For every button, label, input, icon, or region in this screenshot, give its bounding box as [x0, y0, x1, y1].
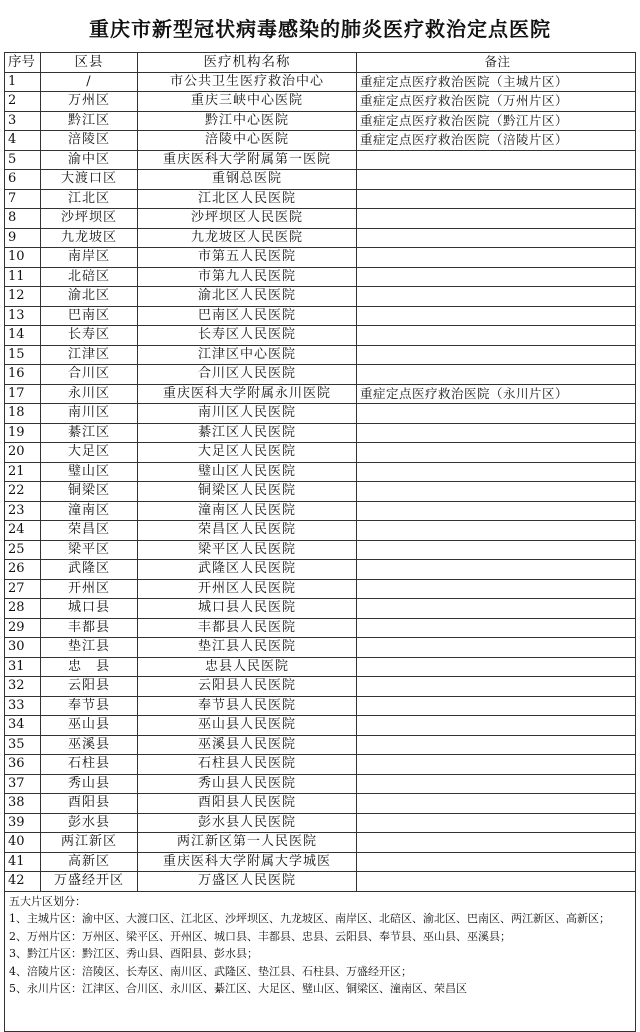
cell-district: 大足区	[41, 443, 138, 463]
cell-hospital-name: 黔江中心医院	[138, 111, 357, 131]
cell-district: 万州区	[41, 92, 138, 112]
cell-district: 丰都县	[41, 618, 138, 638]
table-row	[5, 131, 636, 151]
cell-hospital-name: 重庆医科大学附属大学城医	[138, 852, 357, 872]
cell-district: 酉阳县	[41, 794, 138, 814]
header-district: 区县	[41, 53, 138, 73]
cell-district: 忠 县	[41, 657, 138, 677]
table-row	[5, 267, 636, 287]
cell-serial-number: 21	[5, 462, 41, 482]
cell-district: 綦江区	[41, 423, 138, 443]
cell-hospital-name: 石柱县人民医院	[138, 755, 357, 775]
cell-district: 北碚区	[41, 267, 138, 287]
table-row	[5, 326, 636, 346]
cell-district: 潼南区	[41, 501, 138, 521]
cell-serial-number: 29	[5, 618, 41, 638]
cell-remarks	[357, 326, 636, 346]
cell-remarks	[357, 482, 636, 502]
footnote-line: 1、主城片区：渝中区、大渡口区、江北区、沙坪坝区、九龙坡区、南岸区、北碚区、渝北区、巴南区、两江新区、高新区；	[9, 912, 610, 926]
cell-district: 南川区	[41, 404, 138, 424]
cell-hospital-name: 江北区人民医院	[138, 189, 357, 209]
header-remarks: 备注	[357, 53, 636, 73]
cell-hospital-name: 渝北区人民医院	[138, 287, 357, 307]
cell-district: 九龙坡区	[41, 228, 138, 248]
cell-hospital-name: 铜梁区人民医院	[138, 482, 357, 502]
header-serial-number: 序号	[5, 53, 41, 73]
cell-remarks	[357, 345, 636, 365]
cell-remarks	[357, 521, 636, 541]
cell-hospital-name: 南川区人民医院	[138, 404, 357, 424]
table-row	[5, 345, 636, 365]
cell-district: 云阳县	[41, 677, 138, 697]
cell-hospital-name: 潼南区人民医院	[138, 501, 357, 521]
cell-district: 合川区	[41, 365, 138, 385]
cell-hospital-name: 丰都县人民医院	[138, 618, 357, 638]
table-row	[5, 735, 636, 755]
cell-serial-number: 9	[5, 228, 41, 248]
cell-hospital-name: 垫江县人民医院	[138, 638, 357, 658]
cell-hospital-name: 大足区人民医院	[138, 443, 357, 463]
cell-serial-number: 4	[5, 131, 41, 151]
cell-hospital-name: 武隆区人民医院	[138, 560, 357, 580]
cell-hospital-name: 璧山区人民医院	[138, 462, 357, 482]
cell-remarks	[357, 248, 636, 268]
cell-serial-number: 32	[5, 677, 41, 697]
cell-serial-number: 10	[5, 248, 41, 268]
cell-remarks	[357, 696, 636, 716]
cell-serial-number: 35	[5, 735, 41, 755]
cell-hospital-name: 重庆医科大学附属永川医院	[138, 384, 357, 404]
cell-district: 武隆区	[41, 560, 138, 580]
cell-serial-number: 33	[5, 696, 41, 716]
cell-district: 渝中区	[41, 150, 138, 170]
table-row	[5, 189, 636, 209]
cell-district: 秀山县	[41, 774, 138, 794]
footnote-line: 5、永川片区：江津区、合川区、永川区、綦江区、大足区、璧山区、铜梁区、潼南区、荣昌区	[9, 982, 467, 996]
cell-remarks: 重症定点医疗救治医院（永川片区）	[357, 384, 636, 404]
cell-serial-number: 25	[5, 540, 41, 560]
table-row	[5, 521, 636, 541]
table-row	[5, 228, 636, 248]
cell-serial-number: 20	[5, 443, 41, 463]
cell-remarks	[357, 209, 636, 229]
cell-remarks	[357, 657, 636, 677]
table-row	[5, 150, 636, 170]
cell-remarks	[357, 306, 636, 326]
cell-district: 荣昌区	[41, 521, 138, 541]
cell-serial-number: 5	[5, 150, 41, 170]
table-row	[5, 638, 636, 658]
table-row	[5, 618, 636, 638]
table-row	[5, 540, 636, 560]
cell-serial-number: 38	[5, 794, 41, 814]
table-row	[5, 872, 636, 892]
table-body	[5, 72, 636, 891]
table-row	[5, 794, 636, 814]
cell-serial-number: 15	[5, 345, 41, 365]
cell-district: 巴南区	[41, 306, 138, 326]
cell-remarks	[357, 170, 636, 190]
cell-district: 两江新区	[41, 833, 138, 853]
cell-district: 江津区	[41, 345, 138, 365]
cell-serial-number: 16	[5, 365, 41, 385]
cell-remarks: 重症定点医疗救治医院（涪陵片区）	[357, 131, 636, 151]
cell-remarks	[357, 540, 636, 560]
cell-remarks	[357, 813, 636, 833]
table-row	[5, 677, 636, 697]
cell-serial-number: 19	[5, 423, 41, 443]
table-row	[5, 833, 636, 853]
cell-serial-number: 23	[5, 501, 41, 521]
footnotes	[4, 892, 636, 1032]
cell-remarks: 重症定点医疗救治医院（黔江片区）	[357, 111, 636, 131]
cell-remarks	[357, 599, 636, 619]
cell-district: 铜梁区	[41, 482, 138, 502]
cell-remarks	[357, 774, 636, 794]
table-row	[5, 579, 636, 599]
cell-district: 渝北区	[41, 287, 138, 307]
table-row	[5, 209, 636, 229]
cell-remarks	[357, 872, 636, 892]
table-header-row	[5, 53, 636, 73]
cell-hospital-name: 重庆医科大学附属第一医院	[138, 150, 357, 170]
cell-hospital-name: 奉节县人民医院	[138, 696, 357, 716]
cell-serial-number: 30	[5, 638, 41, 658]
cell-hospital-name: 巫溪县人民医院	[138, 735, 357, 755]
cell-hospital-name: 秀山县人民医院	[138, 774, 357, 794]
cell-remarks	[357, 618, 636, 638]
table-row	[5, 774, 636, 794]
table-row	[5, 599, 636, 619]
cell-hospital-name: 彭水县人民医院	[138, 813, 357, 833]
cell-remarks	[357, 365, 636, 385]
cell-remarks	[357, 560, 636, 580]
table-row	[5, 813, 636, 833]
cell-district: 永川区	[41, 384, 138, 404]
cell-remarks	[357, 716, 636, 736]
cell-remarks	[357, 228, 636, 248]
cell-district: 沙坪坝区	[41, 209, 138, 229]
cell-hospital-name: 合川区人民医院	[138, 365, 357, 385]
footnote-line: 2、万州片区：万州区、梁平区、开州区、城口县、丰都县、忠县、云阳县、奉节县、巫山县、巫溪县；	[9, 929, 511, 943]
cell-remarks	[357, 852, 636, 872]
cell-hospital-name: 万盛区人民医院	[138, 872, 357, 892]
table-row	[5, 696, 636, 716]
document-title: 重庆市新型冠状病毒感染的肺炎医疗救治定点医院	[89, 17, 551, 41]
cell-remarks	[357, 794, 636, 814]
cell-remarks: 重症定点医疗救治医院（主城片区）	[357, 72, 636, 92]
table-row	[5, 423, 636, 443]
cell-hospital-name: 巫山县人民医院	[138, 716, 357, 736]
cell-district: 垫江县	[41, 638, 138, 658]
cell-remarks	[357, 462, 636, 482]
table-row	[5, 560, 636, 580]
cell-serial-number: 1	[5, 72, 41, 92]
header-hospital-name: 医疗机构名称	[138, 53, 357, 73]
cell-serial-number: 11	[5, 267, 41, 287]
cell-hospital-name: 忠县人民医院	[138, 657, 357, 677]
cell-serial-number: 14	[5, 326, 41, 346]
cell-serial-number: 8	[5, 209, 41, 229]
cell-remarks	[357, 150, 636, 170]
table-row	[5, 462, 636, 482]
footnote-line: 五大片区划分：	[9, 894, 86, 908]
table-row	[5, 170, 636, 190]
cell-serial-number: 31	[5, 657, 41, 677]
table-row	[5, 248, 636, 268]
cell-serial-number: 22	[5, 482, 41, 502]
cell-hospital-name: 两江新区第一人民医院	[138, 833, 357, 853]
cell-hospital-name: 荣昌区人民医院	[138, 521, 357, 541]
cell-hospital-name: 市公共卫生医疗救治中心	[138, 72, 357, 92]
cell-district: 奉节县	[41, 696, 138, 716]
table-row	[5, 287, 636, 307]
cell-remarks	[357, 423, 636, 443]
cell-district: 城口县	[41, 599, 138, 619]
cell-hospital-name: 酉阳县人民医院	[138, 794, 357, 814]
table-row	[5, 657, 636, 677]
table-row	[5, 755, 636, 775]
cell-hospital-name: 沙坪坝区人民医院	[138, 209, 357, 229]
cell-hospital-name: 开州区人民医院	[138, 579, 357, 599]
cell-remarks	[357, 287, 636, 307]
cell-remarks	[357, 443, 636, 463]
cell-hospital-name: 綦江区人民医院	[138, 423, 357, 443]
cell-hospital-name: 市第九人民医院	[138, 267, 357, 287]
cell-serial-number: 42	[5, 872, 41, 892]
cell-remarks	[357, 677, 636, 697]
table-row	[5, 72, 636, 92]
cell-serial-number: 13	[5, 306, 41, 326]
cell-district: 巫山县	[41, 716, 138, 736]
cell-serial-number: 2	[5, 92, 41, 112]
cell-serial-number: 7	[5, 189, 41, 209]
cell-remarks	[357, 755, 636, 775]
cell-hospital-name: 巴南区人民医院	[138, 306, 357, 326]
cell-district: 璧山区	[41, 462, 138, 482]
cell-serial-number: 40	[5, 833, 41, 853]
cell-district: 黔江区	[41, 111, 138, 131]
cell-remarks	[357, 404, 636, 424]
cell-serial-number: 6	[5, 170, 41, 190]
cell-district: /	[41, 72, 138, 92]
footnote-line: 4、涪陵片区：涪陵区、长寿区、南川区、武隆区、垫江县、石柱县、万盛经开区；	[9, 964, 412, 978]
table-row	[5, 482, 636, 502]
table-row	[5, 384, 636, 404]
table-row	[5, 365, 636, 385]
cell-hospital-name: 云阳县人民医院	[138, 677, 357, 697]
cell-serial-number: 27	[5, 579, 41, 599]
cell-remarks	[357, 735, 636, 755]
footnote-line: 3、黔江片区：黔江区、秀山县、酉阳县、彭水县；	[9, 947, 258, 961]
cell-hospital-name: 城口县人民医院	[138, 599, 357, 619]
cell-district: 彭水县	[41, 813, 138, 833]
cell-district: 高新区	[41, 852, 138, 872]
cell-remarks	[357, 579, 636, 599]
cell-district: 江北区	[41, 189, 138, 209]
cell-hospital-name: 梁平区人民医院	[138, 540, 357, 560]
table-row	[5, 111, 636, 131]
cell-district: 涪陵区	[41, 131, 138, 151]
cell-serial-number: 28	[5, 599, 41, 619]
table-row	[5, 404, 636, 424]
table-row	[5, 443, 636, 463]
cell-hospital-name: 九龙坡区人民医院	[138, 228, 357, 248]
cell-hospital-name: 涪陵中心医院	[138, 131, 357, 151]
cell-remarks	[357, 833, 636, 853]
cell-serial-number: 26	[5, 560, 41, 580]
cell-remarks	[357, 501, 636, 521]
cell-remarks: 重症定点医疗救治医院（万州片区）	[357, 92, 636, 112]
cell-hospital-name: 重钢总医院	[138, 170, 357, 190]
cell-serial-number: 34	[5, 716, 41, 736]
cell-hospital-name: 长寿区人民医院	[138, 326, 357, 346]
table-row	[5, 92, 636, 112]
cell-district: 梁平区	[41, 540, 138, 560]
cell-serial-number: 41	[5, 852, 41, 872]
table-row	[5, 306, 636, 326]
cell-serial-number: 18	[5, 404, 41, 424]
table-row	[5, 852, 636, 872]
cell-serial-number: 39	[5, 813, 41, 833]
cell-hospital-name: 市第五人民医院	[138, 248, 357, 268]
cell-remarks	[357, 189, 636, 209]
table-row	[5, 716, 636, 736]
cell-district: 万盛经开区	[41, 872, 138, 892]
cell-district: 巫溪县	[41, 735, 138, 755]
cell-remarks	[357, 267, 636, 287]
cell-serial-number: 36	[5, 755, 41, 775]
cell-serial-number: 17	[5, 384, 41, 404]
hospital-table	[4, 52, 636, 892]
table-row	[5, 501, 636, 521]
cell-serial-number: 24	[5, 521, 41, 541]
cell-district: 开州区	[41, 579, 138, 599]
cell-district: 长寿区	[41, 326, 138, 346]
cell-district: 大渡口区	[41, 170, 138, 190]
cell-district: 石柱县	[41, 755, 138, 775]
cell-serial-number: 12	[5, 287, 41, 307]
cell-serial-number: 3	[5, 111, 41, 131]
cell-remarks	[357, 638, 636, 658]
cell-serial-number: 37	[5, 774, 41, 794]
cell-hospital-name: 江津区中心医院	[138, 345, 357, 365]
cell-hospital-name: 重庆三峡中心医院	[138, 92, 357, 112]
cell-district: 南岸区	[41, 248, 138, 268]
